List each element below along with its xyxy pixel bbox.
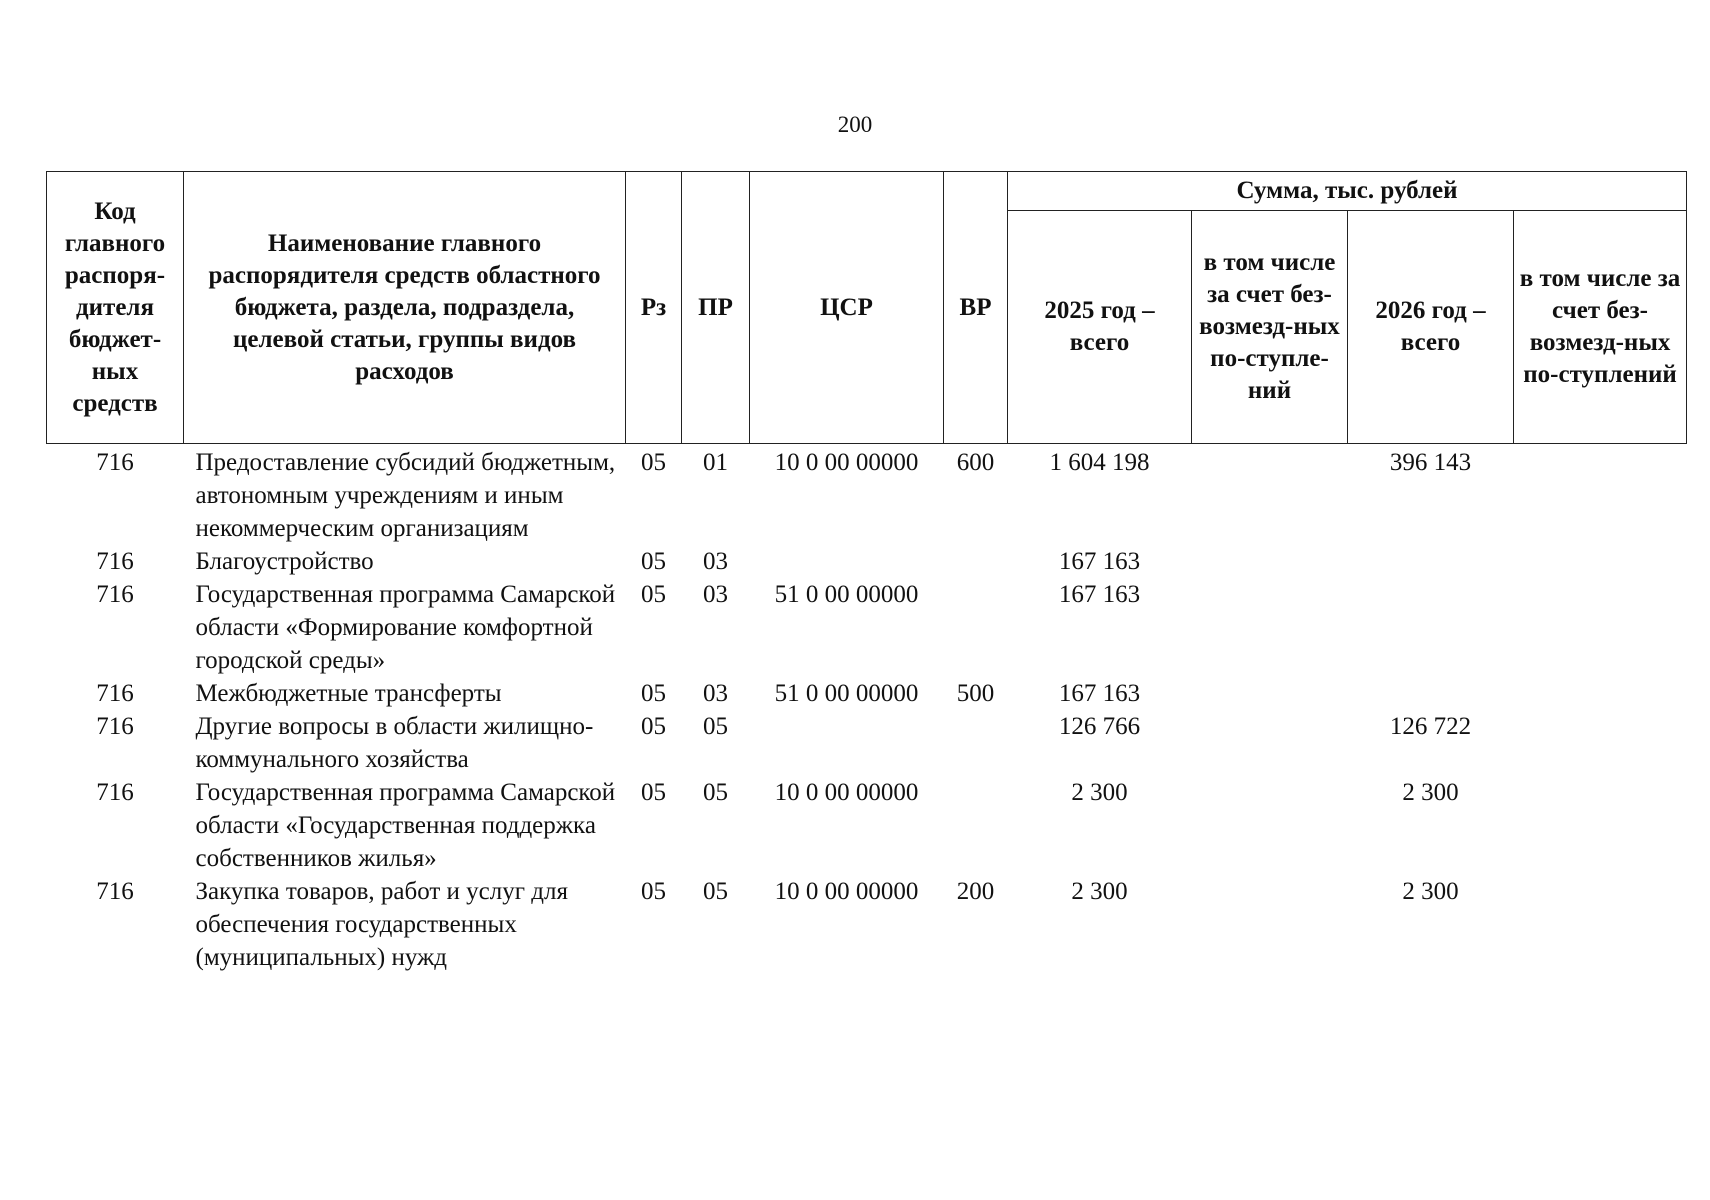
row-rz: 05 xyxy=(641,680,666,707)
row-2026-total: 2 300 xyxy=(1402,779,1459,806)
row-csr: 10 0 00 00000 xyxy=(774,449,919,476)
table-row xyxy=(47,710,1687,776)
table-row xyxy=(47,677,1687,710)
header-pr: ПР xyxy=(682,172,750,444)
row-vr xyxy=(944,545,1008,578)
row-name: Закупка товаров, работ и услуг для обеспечения государственных (муниципальных) нужд xyxy=(195,878,568,971)
budget-table xyxy=(46,171,1687,974)
row-pr: 05 xyxy=(703,878,728,905)
row-rz: 05 xyxy=(641,779,666,806)
header-sum-group: Сумма, тыс. рублей xyxy=(1008,172,1687,211)
page-number: 200 xyxy=(837,112,873,137)
row-csr xyxy=(750,545,944,578)
row-csr: 10 0 00 00000 xyxy=(774,878,919,905)
row-2025-total: 1 604 198 xyxy=(1049,449,1150,476)
row-pr: 05 xyxy=(703,713,728,740)
row-2026-free xyxy=(1514,875,1687,974)
row-2025-total: 167 163 xyxy=(1058,548,1141,575)
row-2026-free xyxy=(1514,776,1687,875)
row-2025-free xyxy=(1192,444,1348,546)
row-2026-total: 396 143 xyxy=(1389,449,1472,476)
header-vr: ВР xyxy=(944,172,1008,444)
table-row xyxy=(47,545,1687,578)
row-2026-free xyxy=(1514,710,1687,776)
row-vr xyxy=(944,710,1008,776)
row-2025-total: 2 300 xyxy=(1071,878,1128,905)
row-vr: 200 xyxy=(956,878,995,905)
row-name: Предоставление субсидий бюджетным, автономным учреждениям и иным некоммерческим организациям xyxy=(195,449,616,542)
row-2025-free xyxy=(1192,875,1348,974)
header-name: Наименование главного распорядителя средств областного бюджета, раздела, подраздела, целевой статьи, группы видов расходов xyxy=(184,172,626,444)
row-name: Государственная программа Самарской области «Государственная поддержка собственников жилья» xyxy=(195,779,616,872)
header-2025-free: в том числе за счет без-возмезд-ных по-ступле-ний xyxy=(1192,211,1348,444)
row-pr: 03 xyxy=(703,581,728,608)
row-2025-free xyxy=(1192,578,1348,677)
row-2025-total: 167 163 xyxy=(1058,581,1141,608)
row-code: 716 xyxy=(96,548,134,575)
row-code: 716 xyxy=(96,779,134,806)
row-code: 716 xyxy=(96,713,134,740)
row-code: 716 xyxy=(96,449,134,476)
row-2026-free xyxy=(1514,444,1687,546)
row-vr xyxy=(944,578,1008,677)
row-2025-total: 126 766 xyxy=(1058,713,1141,740)
row-rz: 05 xyxy=(641,449,666,476)
row-rz: 05 xyxy=(641,713,666,740)
row-2026-free xyxy=(1514,677,1687,710)
row-csr: 51 0 00 00000 xyxy=(774,680,919,707)
row-2026-total: 2 300 xyxy=(1402,878,1459,905)
header-csr: ЦСР xyxy=(750,172,944,444)
table-body xyxy=(47,444,1687,975)
row-2025-free xyxy=(1192,545,1348,578)
row-pr: 01 xyxy=(703,449,728,476)
table-row xyxy=(47,776,1687,875)
row-2025-total: 2 300 xyxy=(1071,779,1128,806)
row-2026-total xyxy=(1348,578,1514,677)
row-2025-free xyxy=(1192,677,1348,710)
row-pr: 05 xyxy=(703,779,728,806)
row-2026-free xyxy=(1514,578,1687,677)
row-rz: 05 xyxy=(641,581,666,608)
header-2026-free: в том числе за счет без-возмезд-ных по-ступлений xyxy=(1514,211,1687,444)
row-rz: 05 xyxy=(641,878,666,905)
row-pr: 03 xyxy=(703,548,728,575)
row-vr: 600 xyxy=(956,449,995,476)
table-row xyxy=(47,444,1687,546)
header-rz: Рз xyxy=(626,172,682,444)
header-code: Код главного распоря-дителя бюджет-ных средств xyxy=(47,172,184,444)
row-2026-free xyxy=(1514,545,1687,578)
row-2026-total xyxy=(1348,677,1514,710)
row-csr: 10 0 00 00000 xyxy=(774,779,919,806)
row-name: Государственная программа Самарской области «Формирование комфортной городской среды» xyxy=(195,581,616,674)
row-code: 716 xyxy=(96,581,134,608)
row-rz: 05 xyxy=(641,548,666,575)
table-header xyxy=(47,172,1687,444)
row-2025-free xyxy=(1192,776,1348,875)
row-vr xyxy=(944,776,1008,875)
row-2025-free xyxy=(1192,710,1348,776)
row-name: Межбюджетные трансферты xyxy=(195,680,502,707)
row-csr xyxy=(750,710,944,776)
header-2026-total: 2026 год – всего xyxy=(1348,211,1514,444)
row-2025-total: 167 163 xyxy=(1058,680,1141,707)
row-csr: 51 0 00 00000 xyxy=(774,581,919,608)
row-name: Благоустройство xyxy=(195,548,374,575)
table-row xyxy=(47,578,1687,677)
row-code: 716 xyxy=(96,878,134,905)
row-2026-total: 126 722 xyxy=(1389,713,1472,740)
row-vr: 500 xyxy=(956,680,995,707)
header-2025-total: 2025 год – всего xyxy=(1008,211,1192,444)
row-pr: 03 xyxy=(703,680,728,707)
table-row xyxy=(47,875,1687,974)
row-2026-total xyxy=(1348,545,1514,578)
row-name: Другие вопросы в области жилищно-коммунального хозяйства xyxy=(195,713,594,773)
row-code: 716 xyxy=(96,680,134,707)
